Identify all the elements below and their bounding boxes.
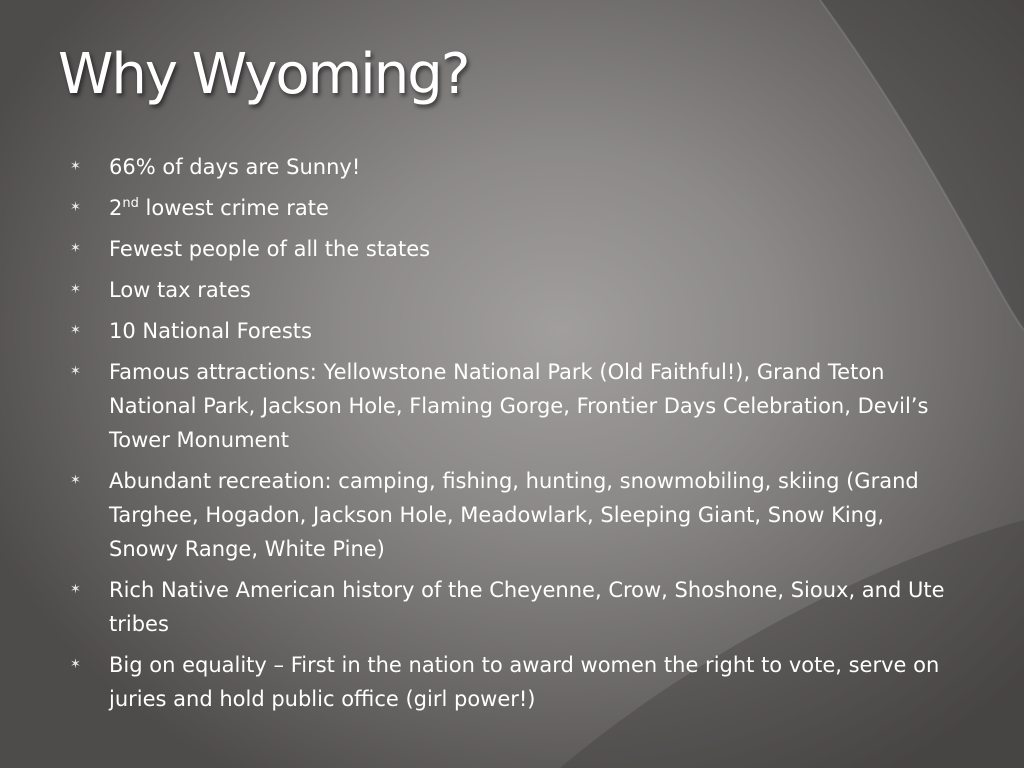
bullet-item: [70, 314, 950, 348]
bullet-item: [70, 273, 950, 307]
bullet-item: [70, 464, 950, 566]
bullet-text: Low tax rates: [109, 278, 251, 302]
slide-title: Why Wyoming?: [58, 42, 469, 107]
bullet-text: Famous attractions: Yellowstone National Park (Old Faithful!), Grand Teton National Park, Jackson Hole, Flaming Gorge, Frontier Days Celebration, Devil’s Tower Monument: [109, 360, 929, 452]
star-bullet-icon: ✶: [70, 657, 81, 672]
bullet-text-number: 2: [109, 196, 123, 220]
bullet-text: Big on equality – First in the nation to award women the right to vote, serve on juries and hold public office (girl power!): [109, 653, 940, 711]
bullet-text: 10 National Forests: [109, 319, 312, 343]
star-bullet-icon: ✶: [70, 323, 81, 338]
star-bullet-icon: ✶: [70, 241, 81, 256]
bullet-item: [70, 191, 950, 225]
star-bullet-icon: ✶: [70, 282, 81, 297]
bullet-item: [70, 573, 950, 641]
bullet-item: [70, 355, 950, 457]
bullet-text: Abundant recreation: camping, fishing, hunting, snowmobiling, skiing (Grand Targhee, Hogadon, Jackson Hole, Meadowlark, Sleeping Giant, Snow King, Snowy Range, White Pine): [109, 469, 919, 561]
bullet-text-superscript: nd: [122, 196, 139, 211]
bullet-item: [70, 150, 950, 184]
bullet-text: 66% of days are Sunny!: [109, 155, 361, 179]
bullet-list: [70, 150, 950, 723]
bullet-item: [70, 232, 950, 266]
star-bullet-icon: ✶: [70, 364, 81, 379]
star-bullet-icon: ✶: [70, 582, 81, 597]
star-bullet-icon: ✶: [70, 473, 81, 488]
bullet-text: lowest crime rate: [138, 196, 329, 220]
bullet-item: [70, 648, 950, 716]
bullet-text: Rich Native American history of the Cheyenne, Crow, Shoshone, Sioux, and Ute tribes: [109, 578, 945, 636]
star-bullet-icon: ✶: [70, 159, 81, 174]
star-bullet-icon: ✶: [70, 200, 81, 215]
bullet-text: Fewest people of all the states: [109, 237, 431, 261]
